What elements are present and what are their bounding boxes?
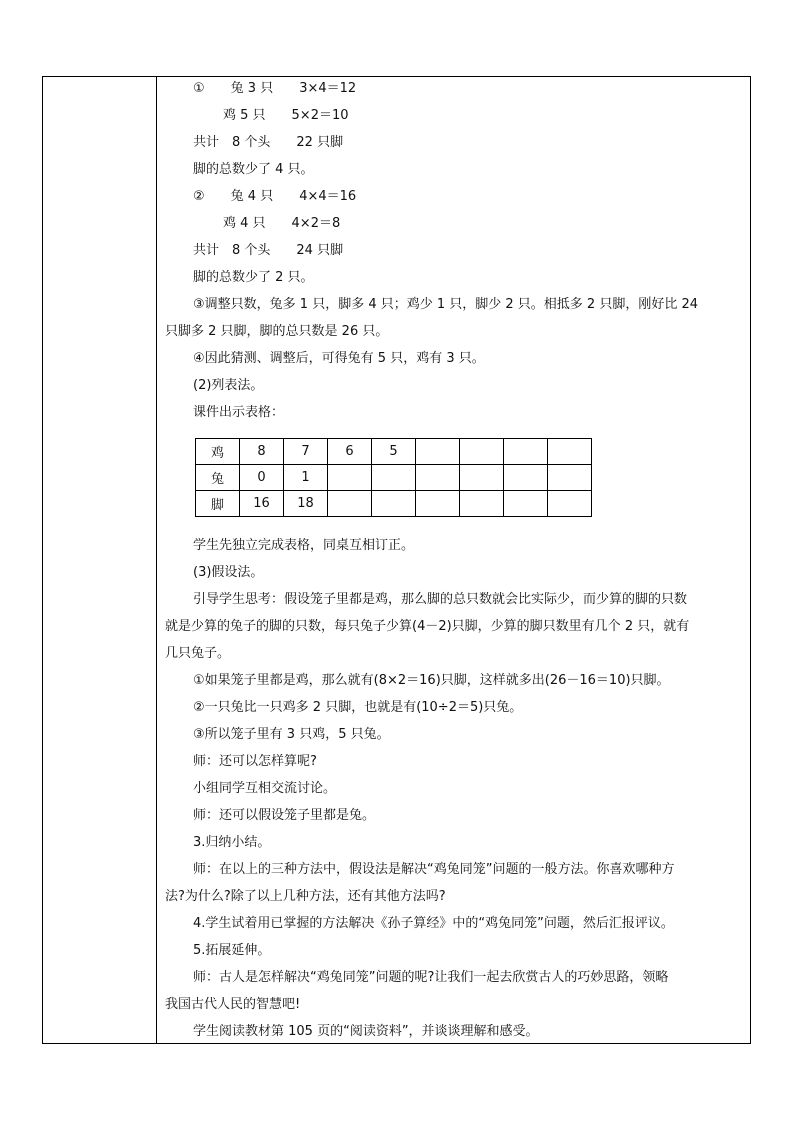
table-cell (416, 439, 460, 465)
column-divider (156, 76, 157, 1044)
table-cell (504, 439, 548, 465)
text-line: 4.学生试着用已掌握的方法解决《孙子算经》中的“鸡兔同笼”问题，然后汇报评议。 (193, 916, 674, 931)
table-cell: 0 (240, 465, 284, 491)
table-cell (328, 491, 372, 517)
text-line: 就是少算的兔子的脚的只数，每只兔子少算(4－2)只脚，少算的脚只数里有几个 2 只，就有 (165, 619, 690, 634)
table-row (196, 465, 592, 491)
table-cell: 7 (284, 439, 328, 465)
table-row (196, 439, 592, 465)
text-line: 师：在以上的三种方法中，假设法是解决“鸡兔同笼”问题的一般方法。你喜欢哪种方 (193, 862, 675, 877)
table-cell: 18 (284, 491, 328, 517)
table-cell (548, 465, 592, 491)
text-line: 3.归纳小结。 (193, 835, 271, 850)
chicken-rabbit-table (195, 438, 592, 517)
text-line: 共计 8 个头 22 只脚 (193, 135, 344, 150)
text-line: ②一只兔比一只鸡多 2 只脚，也就是有(10÷2＝5)只兔。 (193, 700, 523, 715)
text-line: 法?为什么?除了以上几种方法，还有其他方法吗? (165, 889, 446, 904)
text-line: 学生阅读教材第 105 页的“阅读资料”，并谈谈理解和感受。 (193, 1024, 539, 1039)
table-cell: 鸡 (196, 439, 240, 465)
table-cell (460, 439, 504, 465)
table-cell: 5 (372, 439, 416, 465)
table-cell (504, 465, 548, 491)
text-line: (3)假设法。 (193, 565, 264, 580)
text-line: 引导学生思考：假设笼子里都是鸡，那么脚的总只数就会比实际少，而少算的脚的只数 (193, 592, 688, 607)
table-cell: 兔 (196, 465, 240, 491)
text-line: ③调整只数，兔多 1 只，脚多 4 只；鸡少 1 只，脚少 2 只。相抵多 2 只脚，刚好比 24 (193, 297, 699, 312)
text-line: ④因此猜测、调整后，可得兔有 5 只，鸡有 3 只。 (193, 351, 485, 366)
table-row (196, 491, 592, 517)
table-cell (548, 439, 592, 465)
text-line: 脚的总数少了 4 只。 (193, 162, 314, 177)
text-line: 小组同学互相交流讨论。 (193, 781, 337, 796)
table-cell (460, 491, 504, 517)
text-line: 我国古代人民的智慧吧! (165, 997, 301, 1012)
text-line: 师：还可以假设笼子里都是兔。 (193, 808, 376, 823)
table-cell: 1 (284, 465, 328, 491)
table-cell (328, 465, 372, 491)
table-cell (548, 491, 592, 517)
text-line: 脚的总数少了 2 只。 (193, 270, 314, 285)
text-line: 师：还可以怎样算呢? (193, 754, 317, 769)
table-cell (372, 491, 416, 517)
table-cell (460, 465, 504, 491)
text-line: ③所以笼子里有 3 只鸡，5 只兔。 (193, 727, 390, 742)
text-line: (2)列表法。 (193, 378, 264, 393)
table-cell: 6 (328, 439, 372, 465)
text-line: 课件出示表格： (193, 405, 285, 420)
table-cell: 脚 (196, 491, 240, 517)
table-cell: 8 (240, 439, 284, 465)
text-line: 5.拓展延伸。 (193, 943, 271, 958)
text-line: 几只兔子。 (165, 646, 231, 661)
text-line: ② 兔 4 只 4×4＝16 (193, 189, 357, 204)
table-cell: 16 (240, 491, 284, 517)
text-line: 共计 8 个头 24 只脚 (193, 243, 344, 258)
table-cell (504, 491, 548, 517)
text-line: 师：古人是怎样解决“鸡兔同笼”问题的呢?让我们一起去欣赏古人的巧妙思路，领略 (193, 970, 669, 985)
text-line: 鸡 4 只 4×2＝8 (223, 216, 341, 231)
table-cell (416, 465, 460, 491)
text-line: ①如果笼子里都是鸡，那么就有(8×2＝16)只脚，这样就多出(26－16＝10)只脚。 (193, 673, 670, 688)
text-line: ① 兔 3 只 3×4＝12 (193, 81, 357, 96)
table-cell (372, 465, 416, 491)
text-line: 鸡 5 只 5×2＝10 (223, 108, 349, 123)
text-line: 只脚多 2 只脚，脚的总只数是 26 只。 (165, 324, 389, 339)
table-cell (416, 491, 460, 517)
text-line: 学生先独立完成表格，同桌互相订正。 (193, 538, 415, 553)
